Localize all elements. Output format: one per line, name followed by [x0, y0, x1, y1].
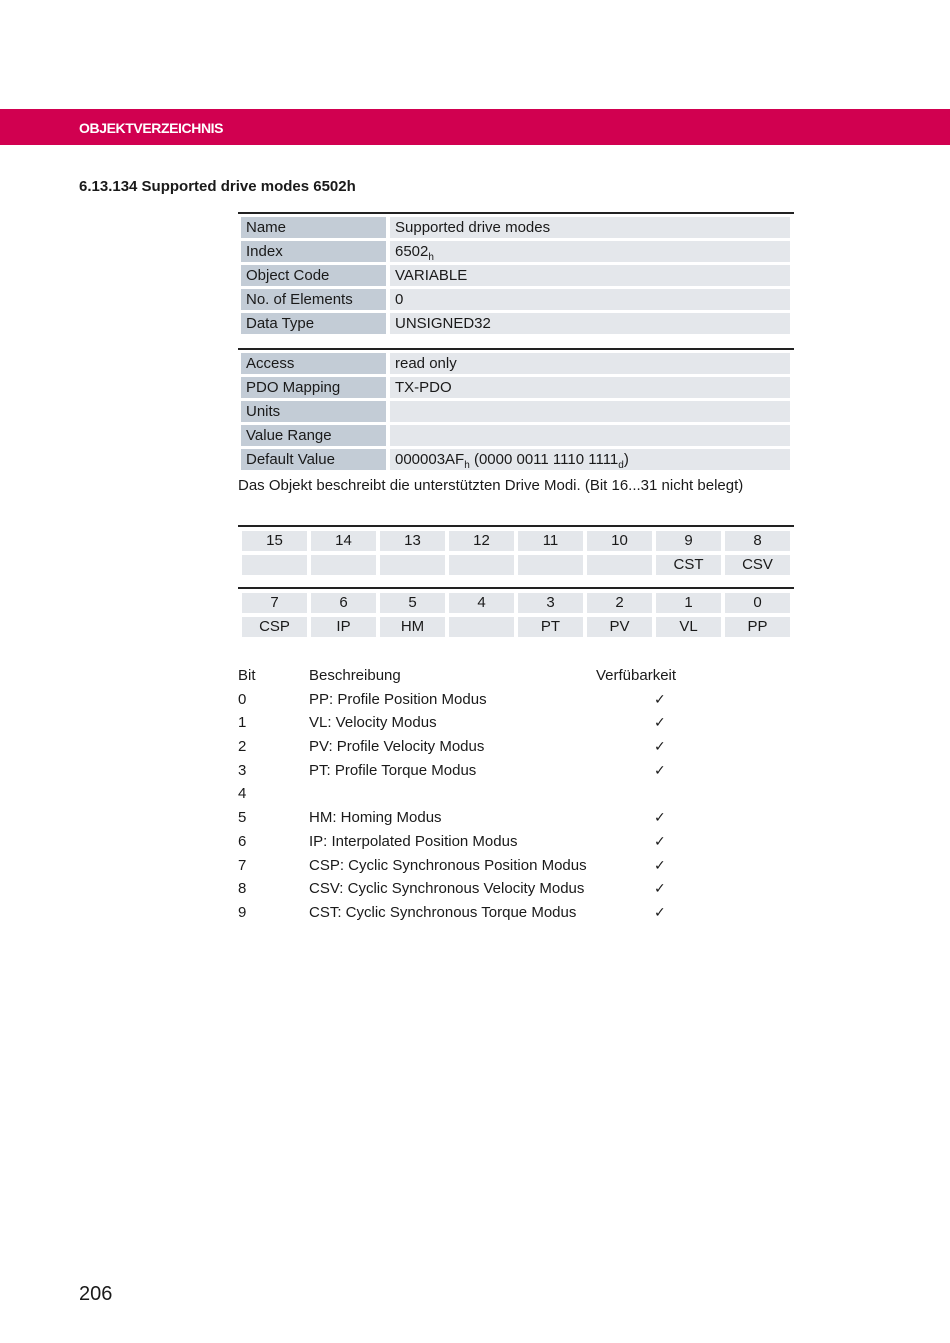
binary-subscript: d	[618, 460, 624, 471]
table-row	[238, 877, 758, 901]
table-row	[238, 830, 758, 854]
bit-label: HM	[380, 617, 445, 637]
index-subscript: h	[428, 252, 434, 263]
table-row	[238, 241, 794, 262]
table-row	[238, 313, 794, 334]
table-row	[238, 449, 794, 470]
bit-number: 4	[449, 593, 514, 613]
bit-number: 14	[311, 531, 376, 551]
bit-label	[311, 555, 376, 575]
bit-description: VL: Velocity Modus	[309, 714, 437, 732]
bit-label	[380, 555, 445, 575]
bit-description: PP: Profile Position Modus	[309, 690, 487, 708]
bit-number: 5	[380, 593, 445, 613]
page-number: 206	[79, 1283, 113, 1305]
bit-label-row	[238, 617, 794, 637]
header-availability: Verfübarkeit	[596, 667, 677, 684]
bit-number-row	[238, 531, 794, 551]
bit-label: PT	[518, 617, 583, 637]
table-row	[238, 901, 758, 925]
row-label: Index	[241, 241, 386, 262]
table-row	[238, 688, 758, 712]
bit-index: 7	[238, 856, 247, 874]
row-value	[390, 401, 790, 422]
table-row	[238, 353, 794, 374]
object-table-access	[238, 348, 794, 470]
bit-number: 6	[311, 593, 376, 613]
bit-label-row	[238, 555, 794, 575]
header-bit: Bit	[238, 667, 256, 684]
row-label: Data Type	[241, 313, 386, 334]
bit-index: 4	[238, 785, 247, 803]
index-value: 6502	[395, 243, 429, 260]
table-row	[238, 425, 794, 446]
row-label: Access	[241, 353, 386, 374]
bit-index: 2	[238, 738, 247, 756]
bit-index: 5	[238, 809, 247, 827]
row-value: 0	[390, 289, 790, 310]
table-row	[238, 806, 758, 830]
bit-index: 0	[238, 690, 247, 708]
bit-description: PV: Profile Velocity Modus	[309, 738, 485, 756]
row-value	[390, 241, 790, 262]
bit-number-row	[238, 593, 794, 613]
bit-label: CSP	[242, 617, 307, 637]
bit-description: HM: Homing Modus	[309, 809, 442, 827]
row-label: Default Value	[241, 449, 386, 470]
bit-number: 0	[725, 593, 790, 613]
checkmark-icon: ✓	[654, 690, 666, 707]
default-value-binary: (0000 0011 1110 1111	[469, 451, 619, 468]
table-row	[238, 735, 758, 759]
row-label: Name	[241, 217, 386, 238]
row-value	[390, 425, 790, 446]
closing-paren: )	[623, 451, 629, 468]
bit-description: PT: Profile Torque Modus	[309, 761, 477, 779]
section-title: 6.13.134 Supported drive modes 6502h	[79, 178, 356, 195]
bit-description: CSP: Cyclic Synchronous Position Modus	[309, 856, 587, 874]
checkmark-icon: ✓	[654, 714, 666, 731]
bit-number: 11	[518, 531, 583, 551]
bit-description-table	[238, 664, 758, 925]
table-row	[238, 377, 794, 398]
checkmark-icon: ✓	[654, 903, 666, 920]
table-row	[238, 854, 758, 878]
checkmark-icon: ✓	[654, 856, 666, 873]
bit-label	[449, 555, 514, 575]
header-description: Beschreibung	[309, 667, 401, 684]
bit-label: PP	[725, 617, 790, 637]
hex-subscript: h	[464, 460, 470, 471]
bit-number: 3	[518, 593, 583, 613]
bit-number: 10	[587, 531, 652, 551]
bit-label	[587, 555, 652, 575]
row-label: PDO Mapping	[241, 377, 386, 398]
bit-label: PV	[587, 617, 652, 637]
table-row	[238, 217, 794, 238]
row-value: read only	[390, 353, 790, 374]
bit-label	[449, 617, 514, 637]
bit-number: 7	[242, 593, 307, 613]
bit-label	[518, 555, 583, 575]
bit-label	[242, 555, 307, 575]
table-row	[238, 401, 794, 422]
default-value-hex: 000003AF	[395, 451, 465, 468]
bit-number: 8	[725, 531, 790, 551]
bit-grid-low	[238, 587, 794, 637]
bit-number: 1	[656, 593, 721, 613]
bit-description: CST: Cyclic Synchronous Torque Modus	[309, 903, 577, 921]
object-table-general	[238, 212, 794, 334]
bit-index: 1	[238, 714, 247, 732]
table-header-row	[238, 664, 758, 688]
row-value: UNSIGNED32	[390, 313, 790, 334]
row-label: No. of Elements	[241, 289, 386, 310]
table-row	[238, 265, 794, 286]
row-label: Value Range	[241, 425, 386, 446]
object-description: Das Objekt beschreibt die unterstützten Drive Modi. (Bit 16...31 nicht belegt)	[238, 477, 744, 494]
table-row	[238, 289, 794, 310]
row-label: Units	[241, 401, 386, 422]
bit-label: IP	[311, 617, 376, 637]
bit-number: 9	[656, 531, 721, 551]
table-row	[238, 759, 758, 783]
checkmark-icon: ✓	[654, 832, 666, 849]
checkmark-icon: ✓	[654, 880, 666, 897]
chapter-title: OBJEKTVERZEICHNIS	[79, 120, 224, 136]
bit-number: 12	[449, 531, 514, 551]
bit-index: 3	[238, 761, 247, 779]
bit-number: 13	[380, 531, 445, 551]
row-value	[390, 449, 790, 470]
checkmark-icon: ✓	[654, 738, 666, 755]
checkmark-icon: ✓	[654, 809, 666, 826]
row-value: VARIABLE	[390, 265, 790, 286]
table-row	[238, 711, 758, 735]
bit-description: IP: Interpolated Position Modus	[309, 832, 518, 850]
bit-label: VL	[656, 617, 721, 637]
bit-description: CSV: Cyclic Synchronous Velocity Modus	[309, 880, 585, 898]
section-header-band	[0, 109, 950, 145]
row-label: Object Code	[241, 265, 386, 286]
bit-grid-high	[238, 525, 794, 575]
bit-label: CST	[656, 555, 721, 575]
bit-number: 2	[587, 593, 652, 613]
bit-index: 8	[238, 880, 247, 898]
row-value: TX-PDO	[390, 377, 790, 398]
bit-label: CSV	[725, 555, 790, 575]
bit-number: 15	[242, 531, 307, 551]
bit-index: 6	[238, 832, 247, 850]
checkmark-icon: ✓	[654, 761, 666, 778]
table-row	[238, 782, 758, 806]
bit-index: 9	[238, 903, 247, 921]
row-value: Supported drive modes	[390, 217, 790, 238]
